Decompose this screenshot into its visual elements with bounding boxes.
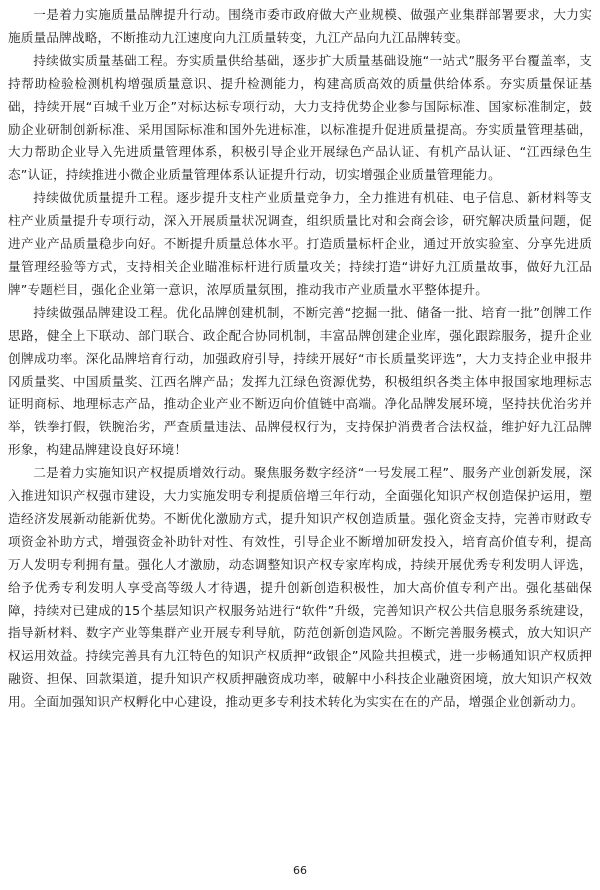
paragraph-intellectual-property: 二是着力实施知识产权提质增效行动。聚焦服务数字经济“一号发展工程”、服务产业创新发展，深入推进知识产权强市建设，大力实施发明专利提质倍增三年行动，全面强化知识产权创造保护运用，塑造经济发展新动能新优势。不断优化激励方式，提升知识产权创造质量。强化资金支持，完善市财政专项资金补助方式，增强资金补助针对性、有效性，引导企业不断增加研发投入，培育高价值专利，提高万人发明专利拥有量。强化人才激励，动态调整知识产权专家库构成，持续开展优秀专利发明人评选，给予优秀专利发明人享受高等级人才待遇，提升创新创造积极性，加大高价值专利产出。强化基础保障，持续对已建成的15个基层知识产权服务站进行“软件”升级，完善知识产权公共信息服务系统建设，指导新材料、数字产业等集群产业开展专利导航，防范创新创造风险。不断完善服务模式，放大知识产权运用效益。持续完善具有九江特色的知识产权质押“政银企”风险共担模式，进一步畅通知识产权质押融资、担保、回款渠道，提升知识产权质押融资成功率，破解中小科技企业融资困境，放大知识产权效用。全面加强知识产权孵化中心建设，推动更多专利技术转化为实实在在的产品，增强企业创新动力。 xyxy=(8,465,592,710)
page-number: 66 xyxy=(293,864,307,877)
paragraph-quality-foundation: 持续做实质量基础工程。夯实质量供给基础，逐步扩大质量基础设施“一站式”服务平台覆盖率，支持帮助检验检测机构增强质量意识、提升检测能力，构建高质高效的质量供给体系。夯实质量保证基础，持续开展“百城千业万企”对标达标专项行动，大力支持优势企业参与国际标准、国家标准制定，鼓励企业研制创新标准、采用国际标准和国外先进标准，以标准提升促进质量提高。夯实质量管理基础，大力帮助企业导入先进质量管理体系，积极引导企业开展绿色产品认证、有机产品认证、“江西绿色生态”认证，持续推进小微企业质量管理体系认证提升行动，切实增强企业质量管理能力。 xyxy=(8,52,592,183)
paragraph-quality-improvement: 持续做优质量提升工程。逐步提升支柱产业质量竞争力，全力推进有机硅、电子信息、新材料等支柱产业质量提升专项行动，深入开展质量状况调查，组织质量比对和会商会诊，研究解决质量问题，促进产业产品质量稳步向好。不断提升质量总体水平。打造质量标杆企业，通过开放实验室、分享先进质量管理经验等方式，支持相关企业瞄准标杆进行质量攻关；持续打造“讲好九江质量故事，做好九江品牌”专题栏目，强化企业第一意识，浓厚质量氛围，推动我市产业质量水平整体提升。 xyxy=(8,190,592,297)
paragraph-quality-brand-intro: 一是着力实施质量品牌提升行动。围绕市委市政府做大产业规模、做强产业集群部署要求，大力实施质量品牌战略，不断推动九江速度向九江质量转变，九江产品向九江品牌转变。 xyxy=(8,7,592,45)
paragraph-brand-building: 持续做强品牌建设工程。优化品牌创建机制，不断完善“挖掘一批、储备一批、培育一批”创牌工作思路，健全上下联动、部门联合、政企配合协同机制，丰富品牌创建企业库，强化跟踪服务，提升企业创牌成功率。深化品牌培育行动，加强政府引导，持续开展好“市长质量奖评选”，大力支持企业申报井冈质量奖、中国质量奖、江西名牌产品；发挥九江绿色资源优势，积极组织各类主体申报国家地理标志证明商标、地理标志产品，推动企业产业不断迈向价值链中高端。净化品牌发展环境，坚持扶优治劣并举，铁拳打假，铁腕治劣，严查质量违法、品牌侵权行为，支持保护消费者合法权益，维护好九江品牌形象，构建品牌建设良好环境！ xyxy=(8,304,592,458)
document-page xyxy=(8,4,592,714)
